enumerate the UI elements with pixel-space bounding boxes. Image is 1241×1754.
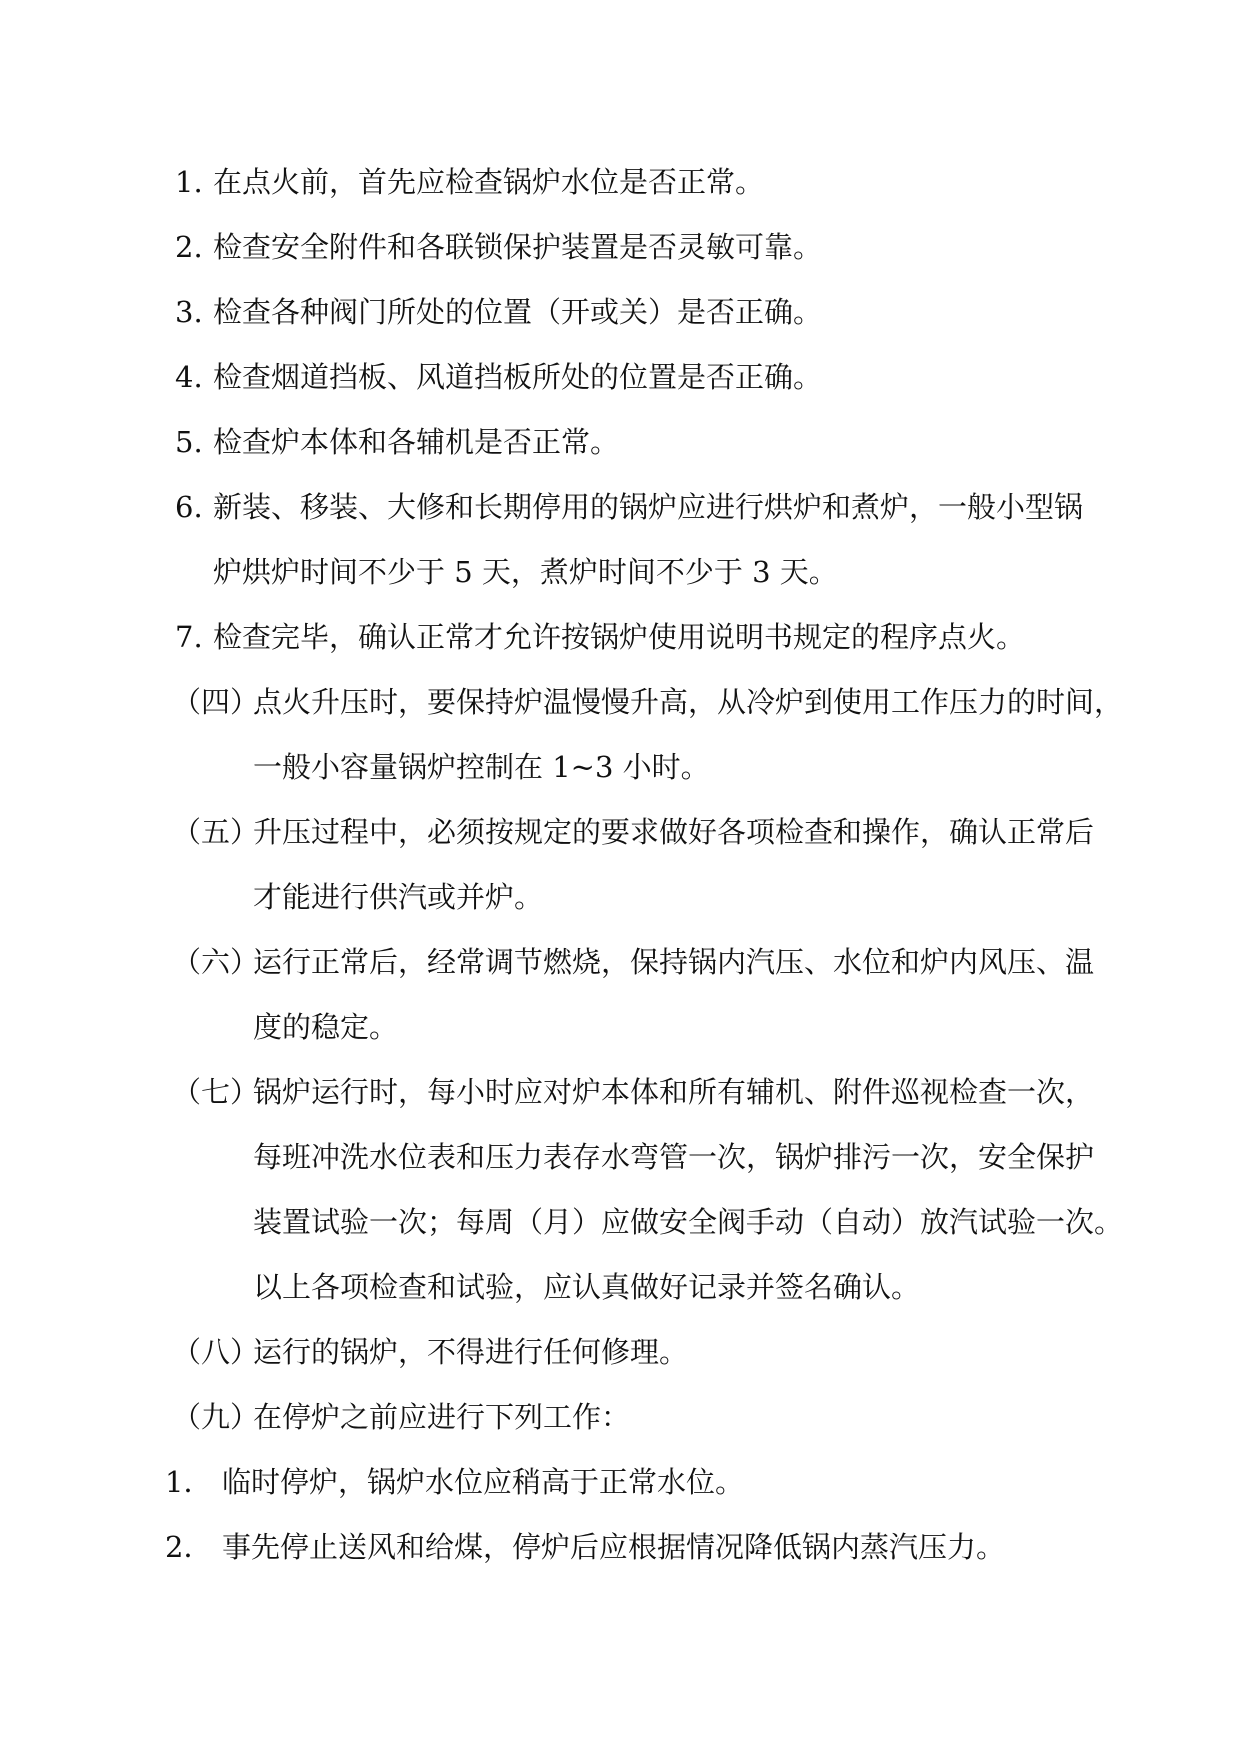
section-number: （五）	[172, 815, 260, 849]
section-text: 点火升压时，要保持炉温慢慢升高，从冷炉到使用工作压力的时间，	[253, 685, 1124, 719]
section-text: 在停炉之前应进行下列工作：	[253, 1400, 631, 1434]
section-text: 运行正常后，经常调节燃烧，保持锅内汽压、水位和炉内风压、温	[253, 945, 1095, 979]
item-text: 新装、移装、大修和长期停用的锅炉应进行烘炉和煮炉，一般小型锅	[213, 490, 1084, 524]
shutdown-item-number: 2．	[165, 1530, 213, 1564]
shutdown-item-text: 事先停止送风和给煤，停炉后应根据情况降低锅内蒸汽压力。	[222, 1530, 1006, 1564]
item-number: 6.	[175, 490, 203, 524]
item-number: 7.	[175, 620, 203, 654]
section-number: （六）	[172, 945, 260, 979]
item-text: 检查完毕，确认正常才允许按锅炉使用说明书规定的程序点火。	[213, 620, 1026, 654]
item-text: 检查烟道挡板、风道挡板所处的位置是否正确。	[213, 360, 823, 394]
item-text: 检查炉本体和各辅机是否正常。	[213, 425, 620, 459]
item-number: 4.	[175, 360, 203, 394]
item-text-continuation: 炉烘炉时间不少于 5 天，煮炉时间不少于 3 天。	[213, 555, 838, 589]
section-text: 才能进行供汽或并炉。	[253, 880, 544, 914]
section-number: （四）	[172, 685, 260, 719]
shutdown-item-number: 1．	[165, 1465, 213, 1499]
item-text: 检查安全附件和各联锁保护装置是否灵敏可靠。	[213, 230, 823, 264]
item-number: 1.	[175, 165, 203, 199]
item-text: 检查各种阀门所处的位置（开或关）是否正确。	[213, 295, 823, 329]
section-text: 升压过程中，必须按规定的要求做好各项检查和操作，确认正常后	[253, 815, 1095, 849]
section-number: （九）	[172, 1400, 260, 1434]
section-text: 一般小容量锅炉控制在 1~3 小时。	[253, 750, 710, 784]
item-number: 2.	[175, 230, 203, 264]
item-number: 5.	[175, 425, 203, 459]
item-text: 在点火前，首先应检查锅炉水位是否正常。	[213, 165, 765, 199]
section-text: 每班冲洗水位表和压力表存水弯管一次，锅炉排污一次，安全保护	[253, 1140, 1095, 1174]
section-number: （八）	[172, 1335, 260, 1369]
section-text: 运行的锅炉，不得进行任何修理。	[253, 1335, 689, 1369]
item-number: 3.	[175, 295, 203, 329]
section-text: 装置试验一次；每周（月）应做安全阀手动（自动）放汽试验一次。	[253, 1205, 1124, 1239]
section-text: 锅炉运行时，每小时应对炉本体和所有辅机、附件巡视检查一次，	[253, 1075, 1095, 1109]
section-text: 以上各项检查和试验，应认真做好记录并签名确认。	[253, 1270, 921, 1304]
section-text: 度的稳定。	[253, 1010, 399, 1044]
section-number: （七）	[172, 1075, 260, 1109]
shutdown-item-text: 临时停炉，锅炉水位应稍高于正常水位。	[222, 1465, 745, 1499]
